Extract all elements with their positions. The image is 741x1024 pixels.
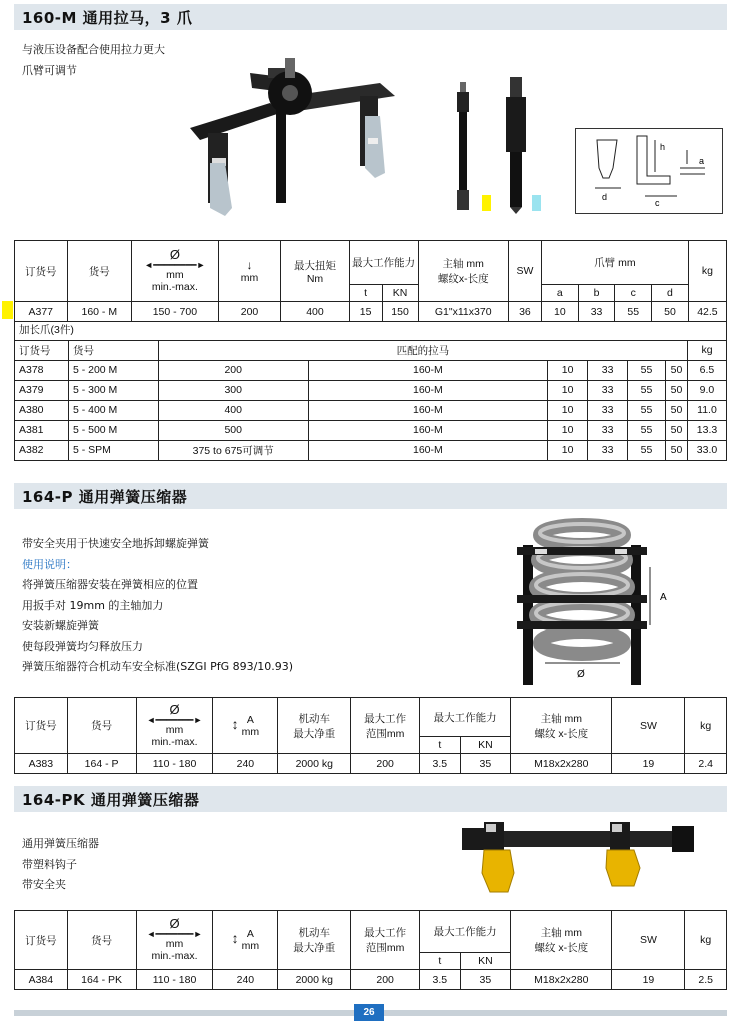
header-vehicle: 机动车 最大净重 — [278, 698, 351, 754]
header-item-no: 货号 — [67, 698, 136, 754]
spec-table-160m — [14, 240, 727, 322]
spec-table-164pk — [14, 910, 727, 990]
section-header-160m — [14, 4, 727, 30]
header-capacity: 最大工作能力 — [349, 241, 418, 285]
header-item-no: 货号 — [67, 241, 132, 302]
header-spindle: 主轴 mm 螺纹 x-长度 — [511, 911, 612, 970]
spec-table-164p — [14, 697, 727, 774]
table-row: A382 5 - SPM 375 to 675可调节 160-M 10 33 55 50 33.0 — [15, 440, 727, 460]
table-row: A383 164 - P 110 - 180 240 2000 kg 200 3.5 35 M18x2x280 19 2.4 — [15, 754, 727, 774]
header-kn: KN — [460, 953, 511, 970]
table-row: A384 164 - PK 110 - 180 240 2000 kg 200 3.5 35 M18x2x280 19 2.5 — [15, 970, 727, 990]
header-sw: SW — [612, 911, 685, 970]
down-arrow-icon: ↓ — [246, 258, 253, 272]
header-capacity: 最大工作能力 — [420, 698, 511, 737]
spring-compressor-pk-image — [462, 818, 694, 898]
section-description: 通用弹簧压缩器 带塑料钩子 带安全夹 — [22, 837, 99, 891]
header-depth: ↓ mm — [218, 241, 281, 302]
header-order-no: 订货号 — [15, 911, 68, 970]
yellow-color-swatch — [482, 195, 491, 211]
label-c: c — [655, 198, 660, 208]
vertical-arrow-icon: ↕ — [231, 715, 239, 732]
header-diameter: Ø ◄━━━━━━━► mm min.-max. — [136, 698, 213, 754]
header-t: t — [349, 285, 382, 302]
header-a: ↕ A mm — [213, 911, 278, 970]
section-description: 与液压设备配合使用拉力更大 爪臂可调节 — [22, 43, 165, 77]
header-arm: 爪臂 mm — [542, 241, 689, 285]
header-a: ↕ A mm — [213, 698, 278, 754]
hydraulic-spindle-large-image — [500, 72, 536, 217]
section-description: 带安全夹用于快速安全地拆卸螺旋弹簧 使用说明： 将弹簧压缩器安装在弹簧相应的位置 用扳手对 19mm 的主轴加力 安装新螺旋弹簧 使每段弹簧均匀释放压力 弹簧压缩器符合机动车安全标准(SZGI PfG 893/10.93) — [22, 537, 294, 673]
section-header-164p — [14, 483, 727, 509]
header-spindle: 主轴 mm 螺纹x-长度 — [418, 241, 508, 302]
label-diameter: Ø — [577, 669, 585, 680]
header-d: d — [652, 285, 689, 302]
sub-header-fit: 匹配的拉马 — [158, 340, 687, 360]
header-kg: kg — [685, 911, 727, 970]
section-title: 164-PK 通用弹簧压缩器 — [22, 791, 200, 809]
header-kn: KN — [382, 285, 418, 302]
table-row: A380 5 - 400 M 400 160-M 10 33 55 50 11.0 — [15, 400, 727, 420]
table-row: A379 5 - 300 M 300 160-M 10 33 55 50 9.0 — [15, 380, 727, 400]
section-header-164pk — [14, 786, 727, 812]
header-item-no: 货号 — [67, 911, 136, 970]
three-jaw-puller-image — [180, 58, 420, 220]
section-title: 160-M 通用拉马，3 爪 — [22, 9, 193, 27]
header-kg: kg — [685, 698, 727, 754]
table-row: A381 5 - 500 M 500 160-M 10 33 55 50 13.3 — [15, 420, 727, 440]
header-order-no: 订货号 — [15, 698, 68, 754]
vertical-arrow-icon: ↕ — [231, 929, 239, 946]
header-diameter: Ø ◄━━━━━━━► mm min.-max. — [136, 911, 213, 970]
row-highlight-marker — [2, 301, 13, 319]
table-row: A378 5 - 200 M 200 160-M 10 33 55 50 6.5 — [15, 360, 727, 380]
spring-compressor-image — [515, 515, 680, 690]
header-sw: SW — [612, 698, 685, 754]
label-A: A — [660, 592, 667, 603]
header-range: 最大工作 范围mm — [351, 698, 420, 754]
table-row: A377 160 - M 150 - 700 200 400 15 150 G1"x11x370 36 10 33 55 50 42.5 — [15, 302, 727, 322]
header-torque: 最大扭矩 Nm — [281, 241, 349, 302]
header-vehicle: 机动车 最大净重 — [278, 911, 351, 970]
page-number: 26 — [354, 1004, 384, 1021]
sub-header-item: 货号 — [68, 340, 158, 360]
cyan-color-swatch — [532, 195, 541, 211]
header-diameter: Ø ◄━━━━━━━━► mm min.-max. — [132, 241, 219, 302]
header-t: t — [420, 737, 461, 754]
sub-title: 加长爪(3件) — [15, 320, 727, 340]
header-capacity: 最大工作能力 — [420, 911, 511, 953]
jaw-dimension-diagram — [575, 128, 723, 214]
sub-header-order: 订货号 — [15, 340, 69, 360]
header-sw: SW — [508, 241, 541, 302]
header-kg: kg — [688, 241, 726, 302]
header-spindle: 主轴 mm 螺纹 x-长度 — [511, 698, 612, 754]
header-range: 最大工作 范围mm — [351, 911, 420, 970]
header-a: a — [542, 285, 579, 302]
label-h: h — [660, 142, 666, 152]
section-title: 164-P 通用弹簧压缩器 — [22, 488, 188, 506]
header-c: c — [615, 285, 652, 302]
extension-jaw-table — [14, 320, 727, 461]
label-a: a — [699, 156, 705, 166]
sub-header-kg: kg — [687, 340, 726, 360]
header-t: t — [420, 953, 461, 970]
label-d: d — [602, 192, 608, 202]
header-order-no: 订货号 — [15, 241, 68, 302]
header-kn: KN — [460, 737, 511, 754]
header-b: b — [578, 285, 615, 302]
